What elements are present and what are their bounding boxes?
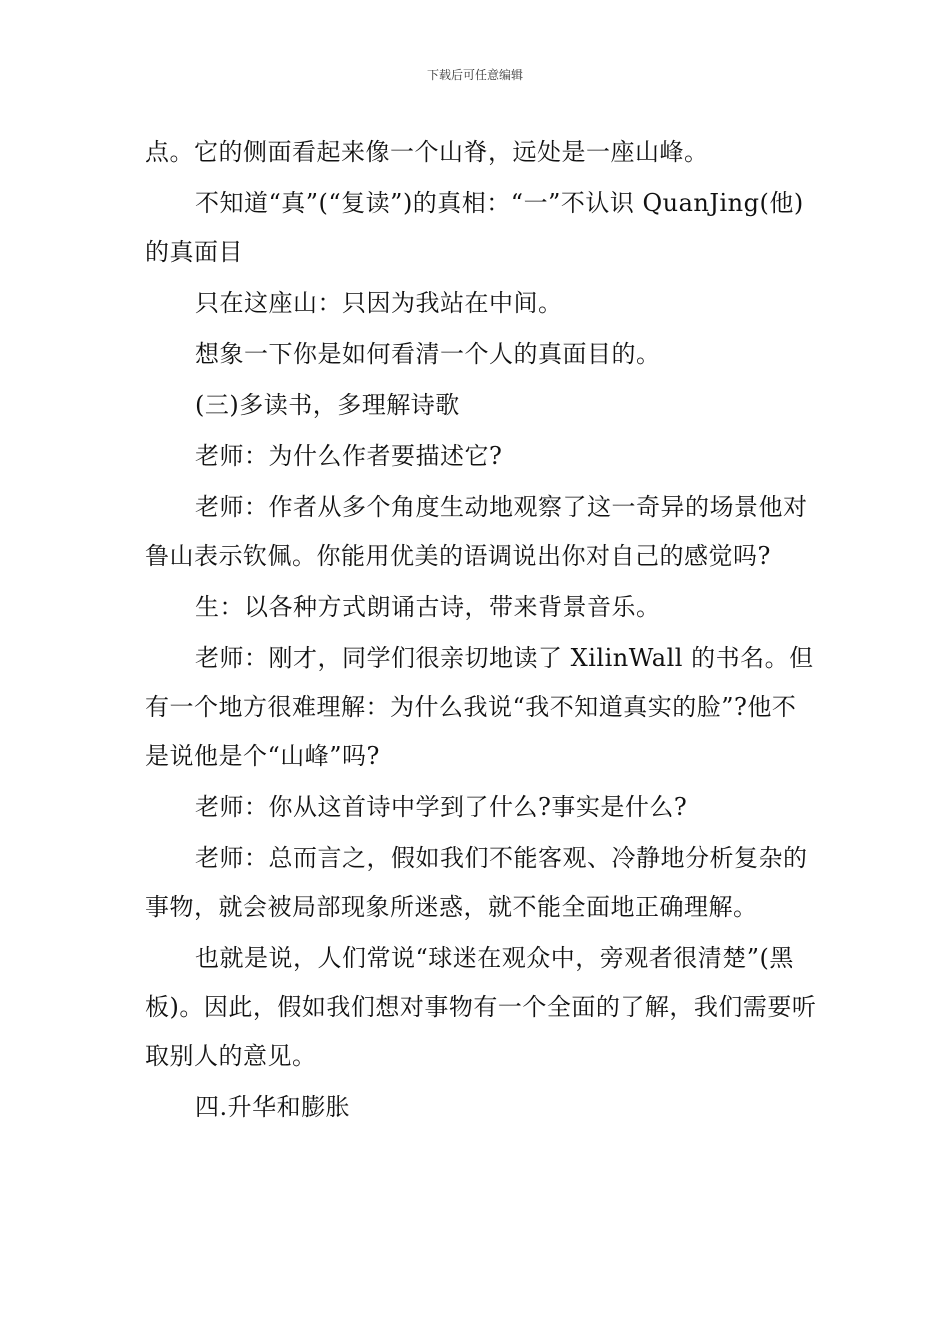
paragraph-9: 老师：刚才，同学们很亲切地读了 XilinWall 的书名。但有一个地方很难理解：为什么我说“我不知道真实的脸”?他不是说他是个“山峰”吗? (145, 644, 814, 770)
section-heading: 四.升华和膨胀 (195, 1093, 351, 1121)
page-header: 下载后可任意编辑 (426, 68, 523, 82)
paragraph-8: 生：以各种方式朗诵古诗，带来背景音乐。 (195, 593, 661, 621)
paragraph-12: 也就是说，人们常说“球迷在观众中，旁观者很清楚”(黑板)。因此，假如我们想对事物有一个全面的了解，我们需要听取别人的意见。 (145, 944, 817, 1070)
paragraph-3: 只在这座山：只因为我站在中间。 (195, 289, 563, 317)
paragraph-11: 老师：总而言之，假如我们不能客观、冷静地分析复杂的事物，就会被局部现象所迷惑，就不能全面地正确理解。 (145, 844, 808, 921)
paragraph-1: 点。它的侧面看起来像一个山脊，远处是一座山峰。 (145, 138, 709, 166)
paragraph-6: 老师：为什么作者要描述它? (195, 442, 503, 470)
paragraph-4: 想象一下你是如何看清一个人的真面目的。 (195, 340, 661, 368)
document-body (145, 128, 820, 1132)
paragraph-7: 老师：作者从多个角度生动地观察了这一奇异的场景他对鲁山表示钦佩。你能用优美的语调说出你对自己的感觉吗? (145, 493, 808, 570)
paragraph-10: 老师：你从这首诗中学到了什么?事实是什么? (195, 793, 688, 821)
paragraph-5: (三)多读书，多理解诗歌 (195, 391, 460, 419)
paragraph-2: 不知道“真”(“复读”)的真相：“一”不认识 QuanJing(他)的真面目 (145, 189, 804, 266)
